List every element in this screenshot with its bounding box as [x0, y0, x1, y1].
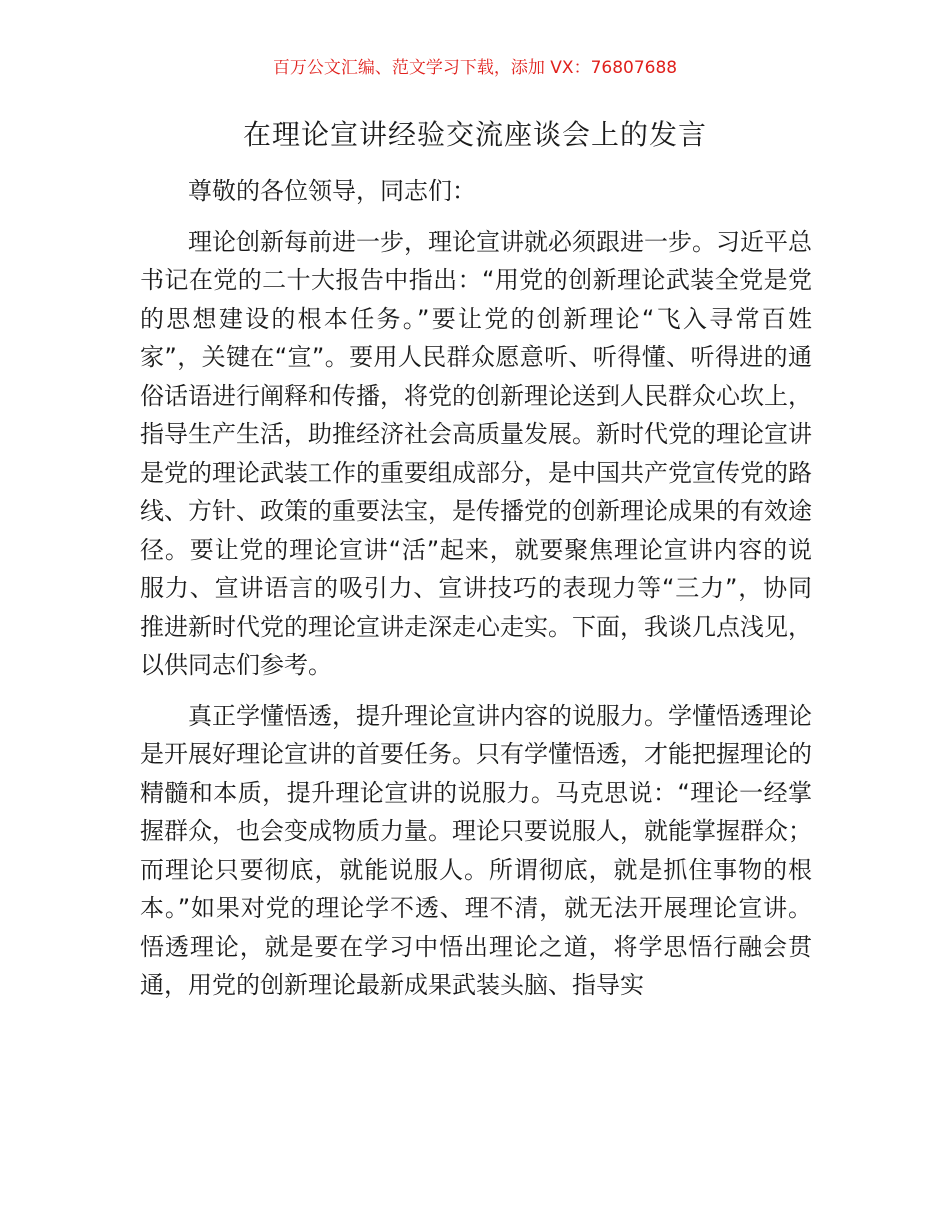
paragraph-learn-understand: 真正学懂悟透，提升理论宣讲内容的说服力。学懂悟透理论是开展好理论宣讲的首要任务。只有学懂悟透，才能把握理论的精髓和本质，提升理论宣讲的说服力。马克思说：“理论一经掌握群众，也会变成物质力量。理论只要说服人，就能掌握群众；而理论只要彻底，就能说服人。所谓彻底，就是抓住事物的根本。”如果对党的理论学不透、理不清，就无法开展理论宣讲。悟透理论，就是要在学习中悟出理论之道，将学思悟行融会贯通，用党的创新理论最新成果武装头脑、指导实 — [140, 701, 812, 999]
header-banner: 百万公文汇编、范文学习下载，添加 VX：76807688 — [272, 58, 678, 78]
document-body — [140, 172, 812, 1005]
salutation: 尊敬的各位领导，同志们： — [188, 177, 476, 205]
paragraph-intro: 理论创新每前进一步，理论宣讲就必须跟进一步。习近平总书记在党的二十大报告中指出：“用党的创新理论武装全党是党的思想建设的根本任务。”要让党的创新理论“飞入寻常百姓家”，关键在“宣”。要用人民群众愿意听、听得懂、听得进的通俗话语进行阐释和传播，将党的创新理论送到人民群众心坎上，指导生产生活，助推经济社会高质量发展。新时代党的理论宣讲是党的理论武装工作的重要组成部分，是中国共产党宣传党的路线、方针、政策的重要法宝，是传播党的创新理论成果的有效途径。要让党的理论宣讲“活”起来，就要聚焦理论宣讲内容的说服力、宣讲语言的吸引力、宣讲技巧的表现力等“三力”，协同推进新时代党的理论宣讲走深走心走实。下面，我谈几点浅见，以供同志们参考。 — [140, 227, 812, 679]
document-title: 在理论宣讲经验交流座谈会上的发言 — [242, 118, 707, 151]
